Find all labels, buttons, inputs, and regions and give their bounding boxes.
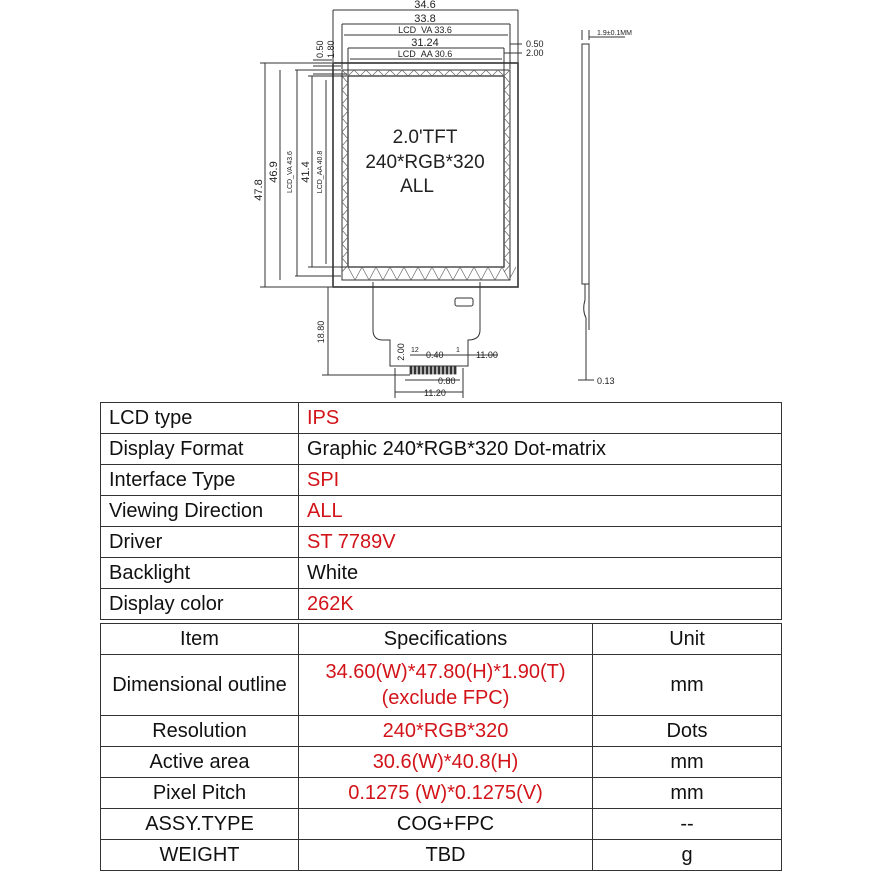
unit-cell: mm — [593, 655, 782, 716]
hatch-line — [504, 265, 510, 272]
hatch-line — [390, 267, 397, 280]
hatch-line — [342, 244, 348, 251]
detail-spec-table — [100, 623, 782, 871]
dim-left-050: 0.50 — [315, 40, 325, 58]
hatch-line — [342, 258, 348, 265]
dim-outer-width: 34.6 — [414, 0, 436, 11]
module-outline — [333, 63, 518, 287]
hatch-line — [425, 267, 432, 280]
hatch-line — [502, 267, 509, 280]
spec-row — [101, 527, 782, 558]
hatch-line — [342, 174, 348, 181]
unit-cell: mm — [593, 778, 782, 809]
header-specifications: Specifications — [299, 624, 593, 655]
fpc-connector-slot — [455, 298, 473, 306]
item-cell: ASSY.TYPE — [101, 809, 299, 840]
dim-lcd-aa-width: LCD_AA 30.6 — [397, 49, 453, 59]
hatch-line — [348, 267, 355, 280]
hatch-line — [504, 174, 510, 181]
hatch-line — [342, 76, 348, 83]
dim-fpc-total-width: 11.20 — [424, 388, 446, 398]
hatch-line — [342, 223, 348, 230]
hatch-line — [456, 70, 462, 76]
hatch-line — [504, 160, 510, 167]
spec-row — [101, 465, 782, 496]
hatch-line — [504, 118, 510, 125]
mechanical-drawing — [0, 0, 880, 400]
hatch-line — [504, 223, 510, 230]
hatch-line — [504, 104, 510, 111]
hatch-line — [418, 267, 425, 280]
spec-line-2: (exclude FPC) — [381, 687, 510, 709]
hatch-line — [498, 70, 504, 76]
spec-label: Driver — [101, 527, 299, 558]
hatch-line — [408, 70, 414, 76]
table-row — [101, 840, 782, 871]
fpc-pin — [418, 366, 420, 374]
hatch-line — [460, 267, 467, 280]
hatch-line — [504, 195, 510, 202]
fpc-pin — [438, 366, 440, 374]
table-row — [101, 655, 782, 716]
hatch-line — [342, 181, 348, 188]
spec-label: Interface Type — [101, 465, 299, 496]
spec-label: Display Format — [101, 434, 299, 465]
spec-cell: 30.6(W)*40.8(H) — [299, 747, 593, 778]
panel-label-size: 2.0'TFT — [392, 127, 458, 148]
dim-right-200: 2.00 — [526, 48, 544, 58]
spec-cell: COG+FPC — [299, 809, 593, 840]
dim-height-469: 46.9 — [268, 161, 280, 183]
dim-fpc-pin-height: 2.00 — [396, 343, 406, 361]
dim-lcd-va-width: LCD_VA 33.6 — [398, 25, 452, 35]
hatch-line — [342, 160, 348, 167]
hatch-line — [468, 70, 474, 76]
spec-value: ALL — [299, 496, 782, 527]
spec-value: ST 7789V — [299, 527, 782, 558]
hatch-line — [342, 125, 348, 132]
hatch-line — [492, 70, 498, 76]
unit-cell: mm — [593, 747, 782, 778]
basic-spec-table — [100, 402, 782, 620]
hatch-line — [342, 146, 348, 153]
hatch-line — [504, 188, 510, 195]
hatch-line — [342, 83, 348, 90]
side-view-body — [582, 44, 589, 284]
hatch-line — [432, 267, 439, 280]
hatch-line — [504, 153, 510, 160]
hatch-line — [342, 230, 348, 237]
hatch-line — [390, 70, 396, 76]
spec-row — [101, 589, 782, 620]
fpc-pin — [422, 366, 424, 374]
hatch-line — [504, 76, 510, 83]
unit-cell: g — [593, 840, 782, 871]
unit-cell: Dots — [593, 716, 782, 747]
hatch-line — [342, 209, 348, 216]
hatch-line — [342, 265, 348, 272]
fpc-pin-12: 12 — [411, 347, 419, 354]
spec-label: Backlight — [101, 558, 299, 589]
hatch-line — [504, 167, 510, 174]
spec-value: SPI — [299, 465, 782, 496]
dim-height-478: 47.8 — [253, 179, 265, 201]
fpc-pin — [446, 366, 448, 374]
dim-lcd-va-height: LCD_VA 43.6 — [287, 151, 294, 193]
hatch-line — [342, 195, 348, 202]
hatch-line — [372, 70, 378, 76]
dim-right-050: 0.50 — [526, 39, 544, 49]
fpc-pin — [430, 366, 432, 374]
dim-fpc-length: 18.80 — [316, 320, 326, 344]
hatch-line — [474, 267, 481, 280]
dim-pin-pitch: 0.40 — [426, 350, 444, 360]
unit-cell: -- — [593, 809, 782, 840]
item-cell: Active area — [101, 747, 299, 778]
hatch-line — [342, 202, 348, 209]
hatch-line — [453, 267, 460, 280]
hatch-line — [342, 139, 348, 146]
hatch-line — [426, 70, 432, 76]
hatch-line — [504, 146, 510, 153]
hatch-line — [504, 202, 510, 209]
spec-cell — [299, 655, 593, 716]
hatch-line — [342, 104, 348, 111]
spec-value: 262K — [299, 589, 782, 620]
header-unit: Unit — [593, 624, 782, 655]
fpc-pin — [454, 366, 456, 374]
hatch-line — [404, 267, 411, 280]
hatch-line — [396, 70, 402, 76]
hatch-line — [355, 267, 362, 280]
table-row — [101, 747, 782, 778]
panel-label-resolution: 240*RGB*320 — [365, 152, 485, 173]
panel-label-view: ALL — [400, 176, 434, 197]
fpc-pin — [426, 366, 428, 374]
hatch-line — [414, 70, 420, 76]
hatch-line — [504, 230, 510, 237]
hatch-line — [480, 70, 486, 76]
hatch-line — [481, 267, 488, 280]
item-cell: WEIGHT — [101, 840, 299, 871]
dim-view-width: 33.8 — [414, 13, 436, 25]
fpc-pin — [434, 366, 436, 374]
fpc-pin — [410, 366, 412, 374]
hatch-line — [504, 251, 510, 258]
spec-value: White — [299, 558, 782, 589]
hatch-line — [420, 70, 426, 76]
spec-cell: TBD — [299, 840, 593, 871]
hatch-line — [397, 267, 404, 280]
hatch-line — [378, 70, 384, 76]
hatch-line — [411, 267, 418, 280]
hatch-line — [495, 267, 502, 280]
hatch-line — [474, 70, 480, 76]
hatch-line — [467, 267, 474, 280]
fpc-pin — [442, 366, 444, 374]
hatch-line — [342, 188, 348, 195]
hatch-line — [342, 90, 348, 97]
hatch-line — [366, 70, 372, 76]
side-view-fpc — [584, 284, 589, 380]
hatch-line — [342, 167, 348, 174]
hatch-line — [504, 244, 510, 251]
hatch-line — [342, 111, 348, 118]
hatch-line — [504, 125, 510, 132]
hatch-line — [504, 70, 510, 76]
hatch-line — [504, 139, 510, 146]
spec-label: Viewing Direction — [101, 496, 299, 527]
fpc-pin-1: 1 — [456, 347, 460, 354]
hatch-line — [342, 251, 348, 258]
hatch-line — [342, 118, 348, 125]
dim-lcd-aa-height: LCD_AA 40.8 — [317, 150, 324, 194]
hatch-line — [504, 181, 510, 188]
hatch-line — [444, 70, 450, 76]
hatch-line — [504, 209, 510, 216]
hatch-line — [342, 70, 348, 76]
hatch-line — [439, 267, 446, 280]
hatch-line — [402, 70, 408, 76]
spec-row — [101, 496, 782, 527]
fpc-pin — [414, 366, 416, 374]
hatch-line — [376, 267, 383, 280]
hatch-line — [486, 70, 492, 76]
dim-pad-width: 0.80 — [438, 376, 456, 386]
hatch-line — [354, 70, 360, 76]
item-cell: Dimensional outline — [101, 655, 299, 716]
spec-label: LCD type — [101, 403, 299, 434]
hatch-line — [342, 216, 348, 223]
hatch-line — [504, 237, 510, 244]
hatch-line — [504, 216, 510, 223]
hatch-line — [342, 237, 348, 244]
border-hatching — [342, 70, 516, 280]
hatch-line — [504, 90, 510, 97]
hatch-line — [432, 70, 438, 76]
item-cell: Resolution — [101, 716, 299, 747]
hatch-line — [446, 267, 453, 280]
hatch-line — [348, 70, 354, 76]
hatch-line — [462, 70, 468, 76]
hatch-line — [342, 153, 348, 160]
hatch-line — [438, 70, 444, 76]
hatch-line — [384, 70, 390, 76]
table-row — [101, 809, 782, 840]
hatch-line — [504, 111, 510, 118]
fpc-pins — [410, 366, 456, 374]
hatch-line — [369, 267, 376, 280]
table-row — [101, 716, 782, 747]
hatch-line — [360, 70, 366, 76]
hatch-line — [342, 97, 348, 104]
hatch-line — [504, 83, 510, 90]
hatch-line — [383, 267, 390, 280]
hatch-line — [504, 258, 510, 265]
dim-fpc-offset: 11.00 — [476, 350, 498, 360]
side-thickness: 1.9±0.1MM — [597, 30, 632, 37]
dim-height-414: 41.4 — [300, 161, 312, 183]
hatch-line — [450, 70, 456, 76]
hatch-line — [504, 97, 510, 104]
fpc-pin — [450, 366, 452, 374]
spec-value: IPS — [299, 403, 782, 434]
spec-row — [101, 558, 782, 589]
spec-value: Graphic 240*RGB*320 Dot-matrix — [299, 434, 782, 465]
item-cell: Pixel Pitch — [101, 778, 299, 809]
spec-row — [101, 403, 782, 434]
viewing-area — [342, 70, 510, 280]
side-fpc-thickness: 0.13 — [597, 376, 615, 386]
table-row — [101, 778, 782, 809]
hatch-line — [504, 132, 510, 139]
spec-line-1: 34.60(W)*47.80(H)*1.90(T) — [325, 661, 566, 683]
spec-row — [101, 434, 782, 465]
spec-label: Display color — [101, 589, 299, 620]
spec-cell: 0.1275 (W)*0.1275(V) — [299, 778, 593, 809]
hatch-line — [488, 267, 495, 280]
dim-left-180: 1.80 — [326, 40, 336, 58]
header-item: Item — [101, 624, 299, 655]
hatch-line — [362, 267, 369, 280]
dim-active-width: 31.24 — [411, 37, 439, 49]
spec-cell: 240*RGB*320 — [299, 716, 593, 747]
hatch-line — [342, 132, 348, 139]
